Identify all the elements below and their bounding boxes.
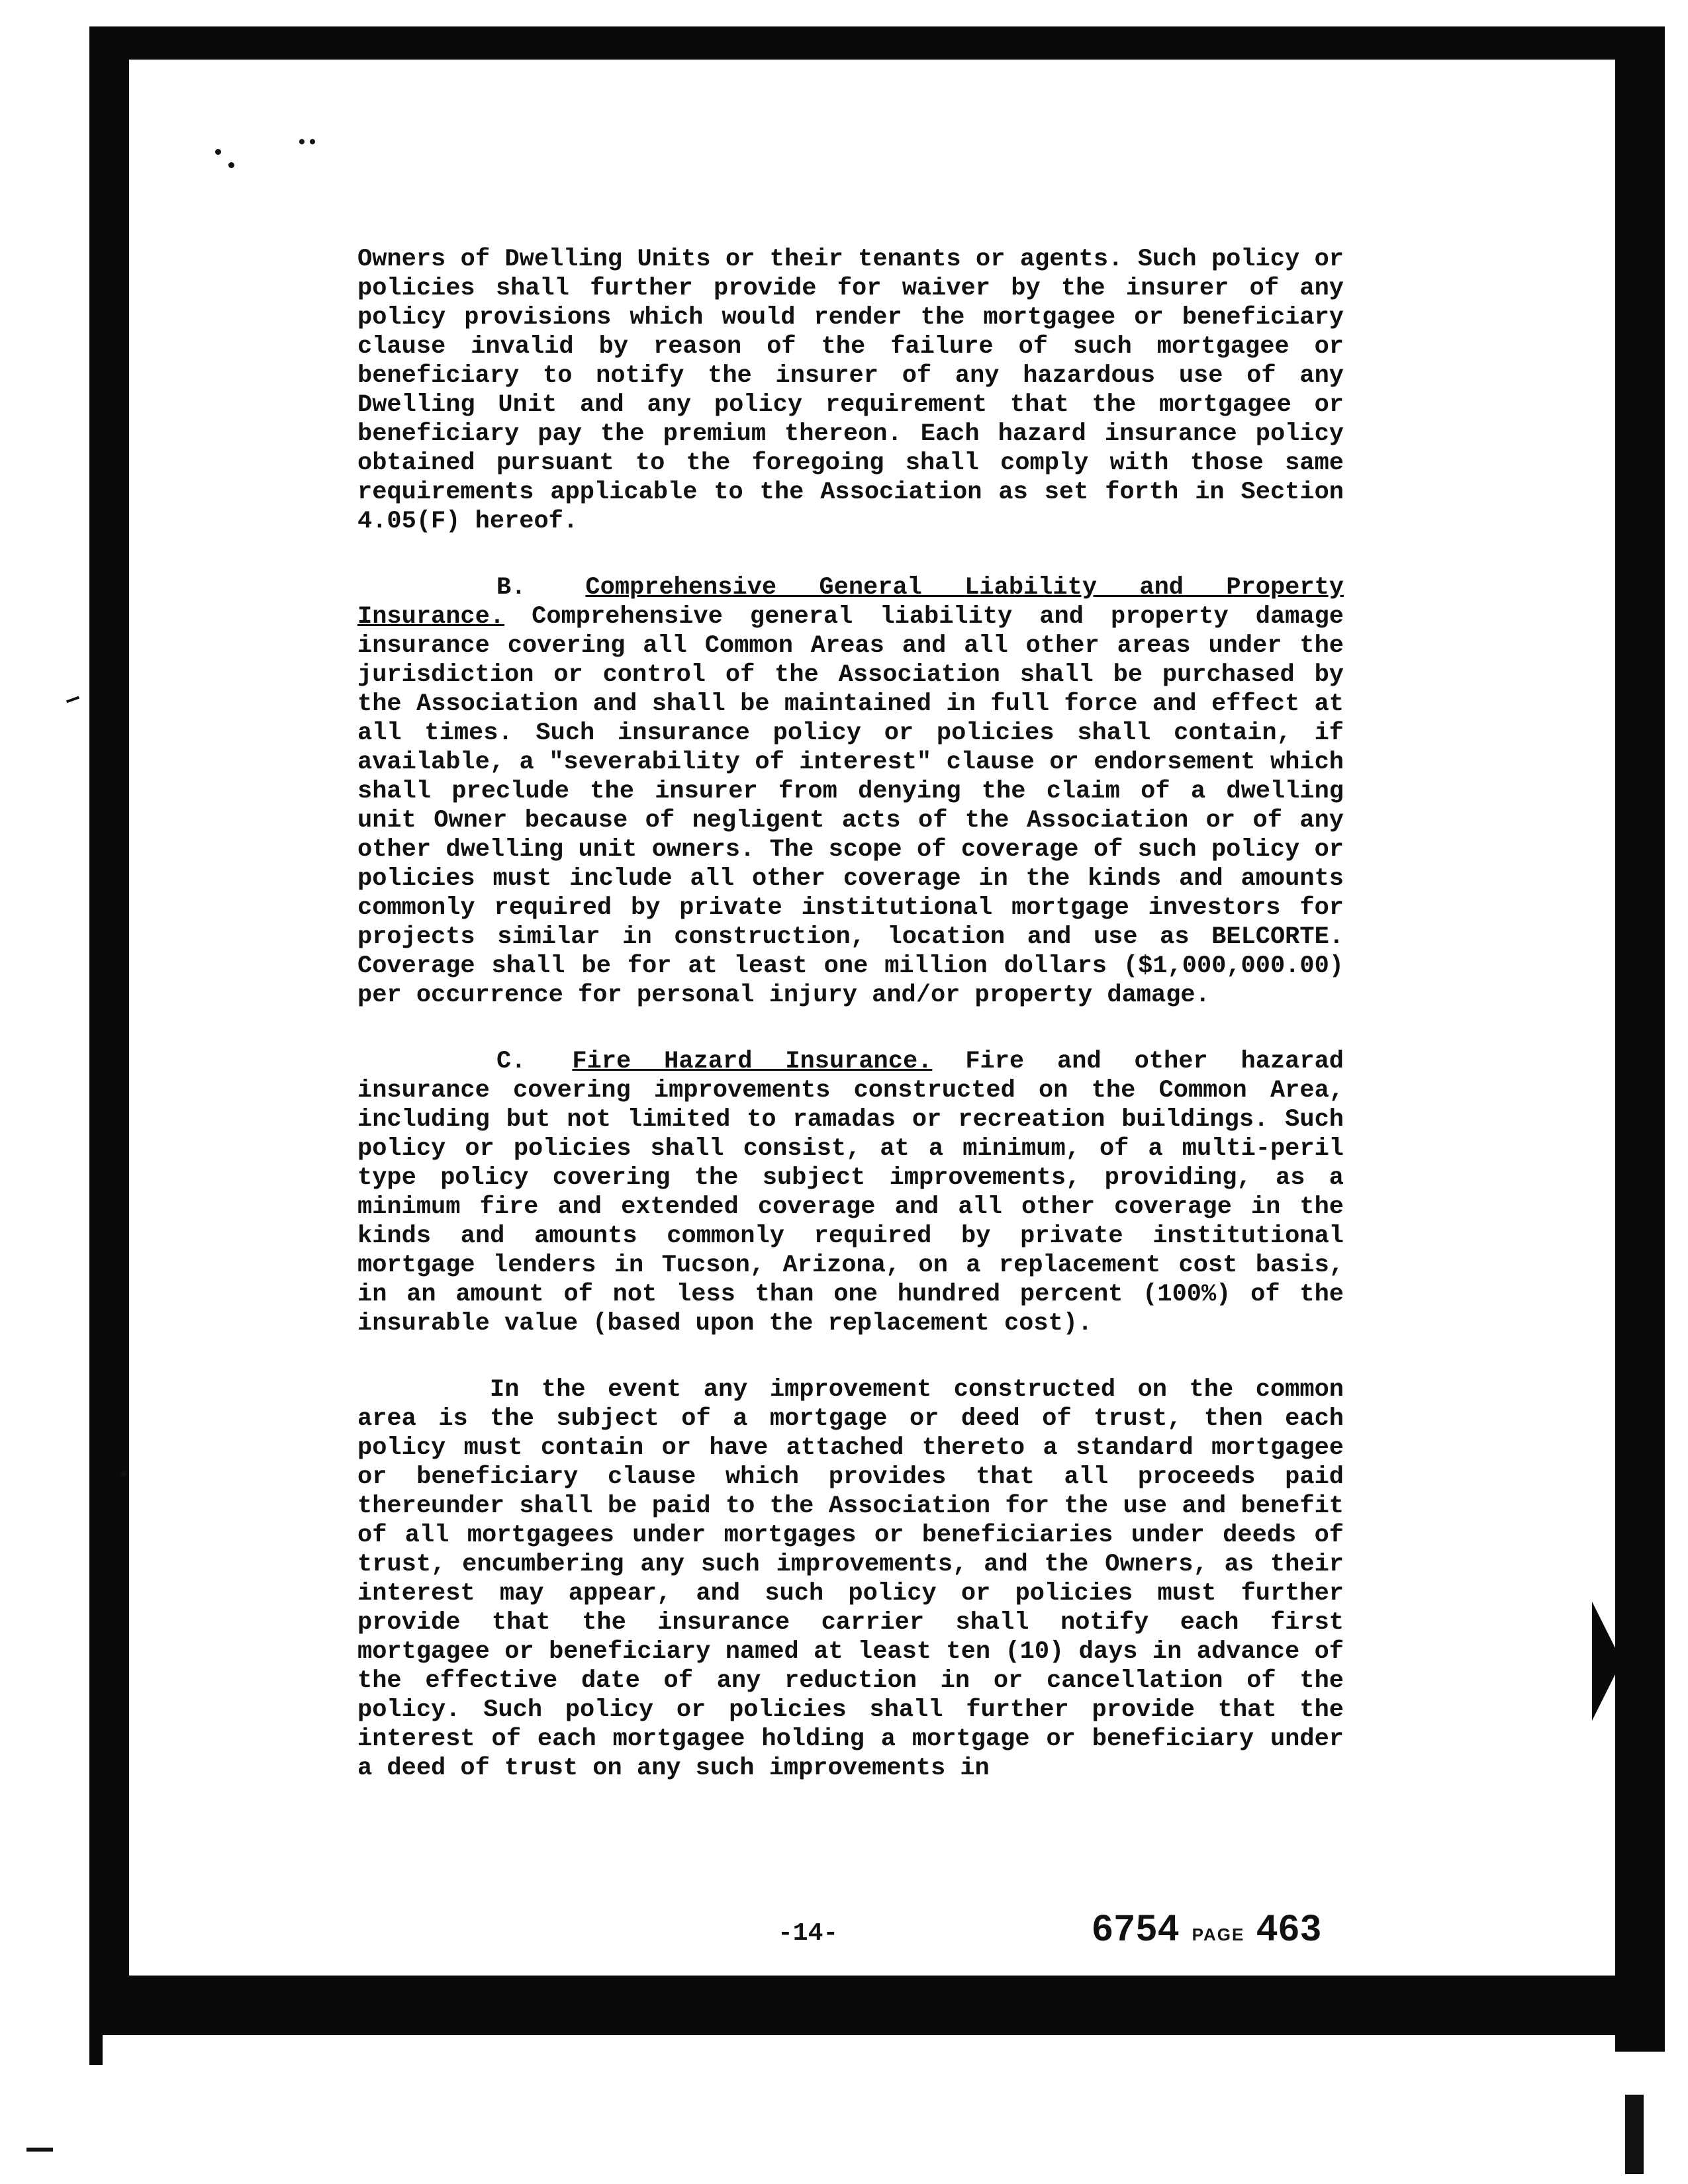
section-b-paragraph [357,573,1344,1010]
scan-border-left [89,26,129,2028]
book-page-stamp [1092,1906,1323,1949]
section-b-body: Comprehensive general liability and property damage insurance covering all Common Areas and all other areas under the jurisdiction or control of the Association shall be purchased by the Association and shall be maintained in full force and effect at all times. Such insurance policy or policies shall contain, if available, a "severability of interest" clause or endorsement which shall preclude the insurer from denying the claim of a dwelling unit Owner because of negligent acts of the Association or of any other dwelling unit owners. The scope of coverage of such policy or policies must include all other coverage in the kinds and amounts commonly required by private institutional mortgage investors for projects similar in construction, location and use as BELCORTE. Coverage shall be for at least one million dollars ($1,000,000.00) per occurrence for personal injury and/or property damage. [357,603,1344,1009]
scan-mark-line [66,696,79,704]
scan-speck [228,162,234,168]
paragraph-owners-waiver: Owners of Dwelling Units or their tenants or agents. Such policy or policies shall further provide for waiver by the insurer of any policy provisions which would render the mortgagee or beneficiary clause invalid by reason of the failure of such mortgagee or beneficiary to notify the insurer of any hazardous use of any Dwelling Unit and any policy requirement that the mortgagee or beneficiary pay the premium thereon. Each hazard insurance policy obtained pursuant to the foregoing shall comply with those same requirements applicable to the Association as set forth in Section 4.05(F) hereof. [357,246,1344,535]
scan-speck [120,1471,126,1477]
scan-mark-line [26,2148,53,2152]
scan-border-right [1615,26,1665,2052]
section-b-heading: Comprehensive General Liability and Property Insurance. [357,574,1344,631]
scan-speck [310,139,315,144]
scan-mark-line [1625,2095,1644,2174]
document-page [357,245,1344,1783]
paragraph-mortgagee-clause: In the event any improvement constructed on the common area is the subject of a mortgage or deed of trust, then each policy must contain or have attached thereto a standard mortgagee or beneficiary clause which provides that all proceeds paid thereunder shall be paid to the Association for the use and benefit of all mortgagees under mortgages or beneficiaries under deeds of trust, encumbering any such improvements, and the Owners, as their interest may appear, and such policy or policies must further provide that the insurance carrier shall notify each first mortgagee or beneficiary named at least ten (10) days in advance of the effective date of any reduction in or cancellation of the policy. Such policy or policies shall further provide that the interest of each mortgagee holding a mortgage or beneficiary under a deed of trust on any such improvements in [357,1376,1344,1782]
scan-border-tail [89,2025,103,2065]
scan-speck [215,149,221,155]
section-c-heading: Fire Hazard Insurance. [572,1048,933,1075]
section-b-label: B. [496,574,526,602]
book-number: 6754 [1092,1907,1180,1948]
recorded-page-number: 463 [1256,1907,1323,1948]
page-abbrev: PAGE [1192,1925,1245,1944]
scan-border-top [93,26,1665,60]
scan-border-notch [1592,1602,1622,1721]
scan-border-bottom [89,1976,1665,2035]
section-c-label: C. [496,1048,526,1075]
section-c-body: Fire and other hazarad insurance covering improvements constructed on the Common Area, including but not limited to ramadas or recreation buildings. Such policy or policies shall consist, at a minimum, of a multi-peril type policy covering the subject improvements, providing, as a minimum fire and extended coverage and all other coverage in the kinds and amounts commonly required by private institutional mortgage lenders in Tucson, Arizona, on a replacement cost basis, in an amount of not less than one hundred percent (100%) of the insurable value (based upon the replacement cost). [357,1048,1344,1338]
scan-speck [299,139,305,144]
page-number: -14- [778,1919,839,1948]
section-c-paragraph [357,1047,1344,1338]
